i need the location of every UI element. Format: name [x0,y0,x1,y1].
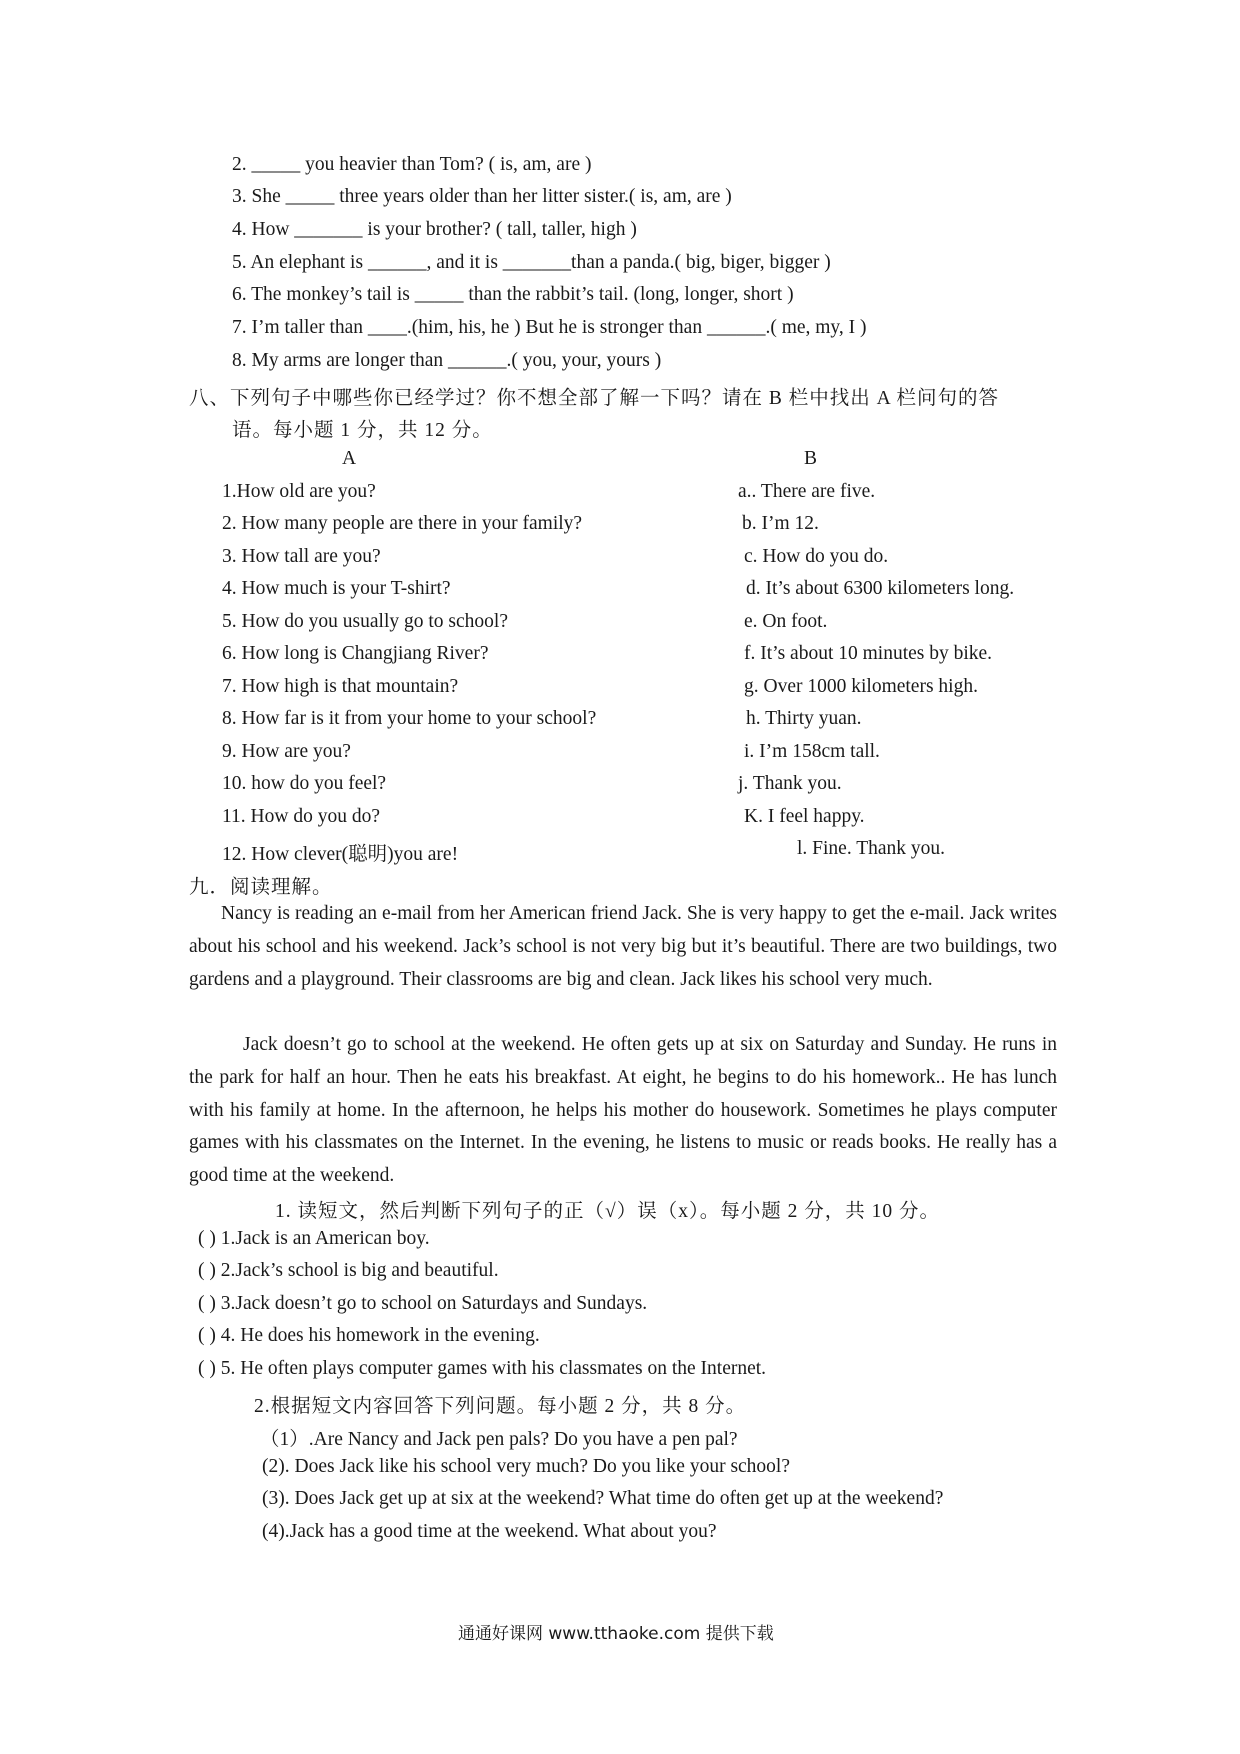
reading-paragraph: Jack doesn’t go to school at the weekend. He often gets up at six on Saturday and Sunday. He runs in the park for half an hour. Then he eats his breakfast. At eight, he begins to do his homework.. He has lunch with his family at home. In the afternoon, he helps his mother do housework. Sometimes he plays computer games with his classmates on the Internet. In the evening, he listens to music or reads books. He really has a good time at the weekend. [189,1034,1057,1187]
question-item: 7. I’m taller than ____.(him, his, he ) But he is stronger than ______.( me, my, I ) [232,317,867,338]
column-a-item: 10. how do you feel? [222,773,387,794]
column-b-item: e. On foot. [744,611,828,632]
answer-question: （1）.Are Nancy and Jack pen pals? Do you have a pen pal? [260,1429,738,1450]
column-a-item: 8. How far is it from your home to your school? [222,708,597,729]
column-a-item: 5. How do you usually go to school? [222,611,508,632]
section-8-heading-cont: 语。每小题 1 分，共 12 分。 [232,420,493,441]
question-item: 4. How _______ is your brother? ( tall, taller, high ) [232,219,637,240]
true-false-item: ( ) 3.Jack doesn’t go to school on Saturdays and Sundays. [198,1293,648,1314]
true-false-item: ( ) 4. He does his homework in the evening. [198,1325,540,1346]
column-b-item: c. How do you do. [744,546,889,567]
task-1-heading: 1. 读短文，然后判断下列句子的正（√）误（x）。每小题 2 分，共 10 分。 [275,1201,940,1222]
column-a-item: 4. How much is your T-shirt? [222,578,451,599]
column-b-item: f. It’s about 10 minutes by bike. [744,643,993,664]
true-false-item: ( ) 2.Jack’s school is big and beautiful. [198,1260,499,1281]
column-b-item: j. Thank you. [738,773,842,794]
page-footer: 通通好课网 www.tthaoke.com 提供下载 [458,1624,774,1644]
column-b-item: g. Over 1000 kilometers high. [744,676,978,697]
column-a-item: 12. How clever(聪明)you are! [222,844,459,865]
column-b-item: i. I’m 158cm tall. [744,741,880,762]
column-b-item: a.. There are five. [738,481,876,502]
true-false-item: ( ) 1.Jack is an American boy. [198,1228,430,1249]
column-b-item: h. Thirty yuan. [746,708,862,729]
question-item: 2. _____ you heavier than Tom? ( is, am, are ) [232,154,592,175]
column-a-item: 3. How tall are you? [222,546,381,567]
section-9-heading: 九．阅读理解。 [189,877,333,898]
question-item: 6. The monkey’s tail is _____ than the rabbit’s tail. (long, longer, short ) [232,284,794,305]
column-b-item: d. It’s about 6300 kilometers long. [746,578,1015,599]
column-a-item: 2. How many people are there in your family? [222,513,583,534]
column-a-item: 9. How are you? [222,741,351,762]
column-b-item: b. I’m 12. [742,513,819,534]
column-b-item: l. Fine. Thank you. [797,838,946,859]
answer-question: (3). Does Jack get up at six at the weekend? What time do often get up at the weekend? [262,1488,944,1509]
column-a-item: 7. How high is that mountain? [222,676,459,697]
question-item: 8. My arms are longer than ______.( you, your, yours ) [232,350,662,371]
question-item: 3. She _____ three years older than her litter sister.( is, am, are ) [232,186,732,207]
true-false-item: ( ) 5. He often plays computer games with his classmates on the Internet. [198,1358,767,1379]
column-a-item: 11. How do you do? [222,806,380,827]
reading-paragraph: Nancy is reading an e-mail from her American friend Jack. She is very happy to get the e-mail. Jack writes about his school and his weekend. Jack’s school is not very big but it’s beautiful. There are two buildings, two gardens and a playground. Their classrooms are big and clean. Jack likes his school very much. [189,903,1057,990]
section-8-heading: 八、下列句子中哪些你已经学过？你不想全部了解一下吗？请在 B 栏中找出 A 栏问句的答 [189,388,1000,409]
column-b-header: B [804,448,818,469]
task-2-heading: 2.根据短文内容回答下列问题。每小题 2 分，共 8 分。 [254,1396,747,1417]
answer-question: (4).Jack has a good time at the weekend. What about you? [262,1521,717,1542]
column-a-header: A [342,448,357,469]
question-item: 5. An elephant is ______, and it is _______than a panda.( big, biger, bigger ) [232,252,831,273]
column-a-item: 1.How old are you? [222,481,376,502]
answer-question: (2). Does Jack like his school very much? Do you like your school? [262,1456,791,1477]
column-a-item: 6. How long is Changjiang River? [222,643,489,664]
column-b-item: K. I feel happy. [744,806,865,827]
